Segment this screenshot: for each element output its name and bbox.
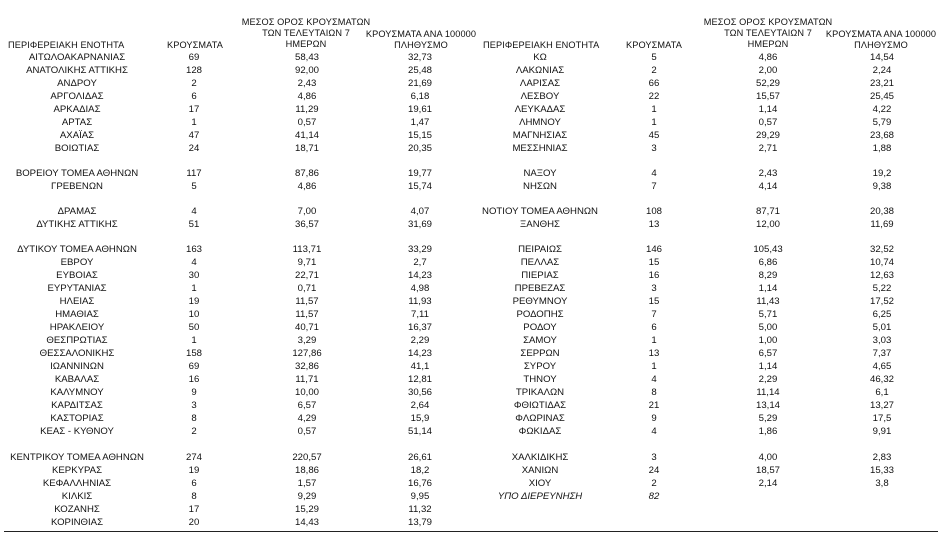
cell-per100k: 5,22 (872, 283, 892, 294)
cell-region: ΚΕΦΑΛΛΗΝΙΑΣ (42, 478, 112, 489)
cell-avg7: 5,00 (758, 322, 778, 333)
cell-avg7: 2,71 (758, 143, 778, 154)
cell-per100k: 4,65 (872, 361, 892, 372)
cell-per100k: 23,21 (869, 78, 895, 89)
cell-per100k: 14,23 (407, 348, 433, 359)
cell-cases: 2 (191, 78, 197, 89)
cell-per100k: 10,74 (869, 257, 895, 268)
cell-per100k: 2,83 (872, 452, 892, 463)
cell-cases: 3 (191, 400, 197, 411)
cell-avg7: 18,71 (294, 143, 320, 154)
cell-avg7: 4,29 (297, 413, 317, 424)
cell-region: ΘΕΣΠΡΩΤΙΑΣ (46, 335, 108, 346)
cell-avg7: 3,29 (297, 335, 317, 346)
cell-region: ΒΟΙΩΤΙΑΣ (54, 143, 100, 154)
header-per100k-left (358, 29, 484, 51)
cell-per100k: 18,2 (410, 465, 430, 476)
cell-cases: 7 (651, 309, 657, 320)
cell-cases: 82 (648, 491, 660, 502)
cell-region: ΡΟΔΟΠΗΣ (516, 309, 564, 320)
cell-region: ΜΑΓΝΗΣΙΑΣ (512, 130, 568, 141)
cell-avg7: 14,43 (294, 517, 320, 528)
cell-cases: 1 (191, 283, 197, 294)
cell-avg7: 87,86 (294, 168, 320, 179)
cell-per100k: 19,61 (407, 104, 433, 115)
cell-cases: 5 (651, 52, 657, 63)
cell-cases: 146 (645, 244, 663, 255)
cell-region: ΝΑΞΟΥ (523, 168, 557, 179)
cell-per100k: 15,74 (407, 181, 433, 192)
cell-per100k: 11,32 (408, 504, 432, 515)
cell-cases: 45 (648, 130, 660, 141)
cell-region: ΛΕΣΒΟΥ (520, 91, 560, 102)
cell-cases: 16 (188, 374, 200, 385)
cell-region: ΣΥΡΟΥ (523, 361, 557, 372)
cell-cases: 128 (185, 65, 203, 76)
cell-avg7: 1,14 (758, 104, 778, 115)
cell-region: ΛΑΡΙΣΑΣ (519, 78, 561, 89)
cell-region: ΚΩ (533, 52, 547, 63)
cell-region: ΠΙΕΡΙΑΣ (521, 270, 559, 281)
cell-per100k: 20,35 (407, 143, 433, 154)
cell-per100k: 3,03 (872, 335, 892, 346)
cell-avg7: 105,43 (753, 244, 783, 255)
cell-avg7: 5,29 (758, 413, 778, 424)
cell-avg7: 10,00 (294, 387, 320, 398)
cell-region: ΣΑΜΟΥ (523, 335, 557, 346)
header-cases-label: ΚΡΟΥΣΜΑΤΑ (167, 40, 223, 50)
header-per100k-line1: ΚΡΟΥΣΜΑΤΑ ΑΝΑ 100000 (825, 29, 937, 39)
cell-cases: 1 (651, 104, 657, 115)
cell-cases: 19 (188, 465, 200, 476)
cell-per100k: 11,69 (870, 219, 894, 230)
cell-per100k: 13,79 (407, 517, 433, 528)
cell-per100k: 19,77 (407, 168, 433, 179)
cell-avg7: 11,57 (295, 309, 319, 320)
cell-region: ΧΙΟΥ (528, 478, 552, 489)
cell-per100k: 6,18 (410, 91, 430, 102)
cell-region: ΝΟΤΙΟΥ ΤΟΜΕΑ ΑΘΗΝΩΝ (482, 206, 598, 217)
cell-avg7: 113,71 (292, 244, 322, 255)
cell-region: ΦΘΙΩΤΙΔΑΣ (513, 400, 567, 411)
cell-cases: 16 (648, 270, 660, 281)
cell-avg7: 0,71 (297, 283, 317, 294)
cell-avg7: 5,71 (758, 309, 778, 320)
cell-region: ΑΡΤΑΣ (61, 117, 93, 128)
cell-region: ΚΟΖΑΝΗΣ (54, 504, 100, 515)
cell-region: ΚΕΝΤΡΙΚΟΥ ΤΟΜΕΑ ΑΘΗΝΩΝ (10, 452, 144, 463)
cell-cases: 17 (188, 104, 200, 115)
cell-cases: 10 (188, 309, 200, 320)
cell-avg7: 22,71 (294, 270, 320, 281)
cell-cases: 24 (188, 143, 200, 154)
header-region-label: ΠΕΡΙΦΕΡΕΙΑΚΗ ΕΝΟΤΗΤΑ (483, 40, 600, 50)
cell-per100k: 4,07 (410, 206, 430, 217)
cell-avg7: 2,29 (758, 374, 778, 385)
cell-cases: 1 (191, 335, 197, 346)
cell-cases: 66 (648, 78, 660, 89)
header-avg7-line3: ΗΜΕΡΩΝ (285, 39, 327, 49)
cell-cases: 51 (188, 219, 200, 230)
cell-per100k: 46,32 (869, 374, 895, 385)
cell-cases: 2 (651, 65, 657, 76)
cell-region: ΚΑΛΥΜΝΟΥ (50, 387, 104, 398)
cell-avg7: 0,57 (297, 426, 317, 437)
header-avg7-left (240, 17, 372, 50)
cell-per100k: 11,93 (408, 296, 432, 307)
header-per100k-line2: ΠΛΗΘΥΣΜΟ (854, 40, 908, 50)
cell-avg7: 41,14 (294, 130, 320, 141)
header-per100k-line2: ΠΛΗΘΥΣΜΟ (394, 40, 448, 50)
cell-region: ΚΙΛΚΙΣ (61, 491, 93, 502)
cell-cases: 4 (651, 168, 657, 179)
header-cases-right (614, 40, 694, 51)
cell-per100k: 31,69 (407, 219, 433, 230)
cell-avg7: 11,29 (295, 104, 319, 115)
cell-cases: 158 (185, 348, 203, 359)
cell-region: ΤΡΙΚΑΛΩΝ (515, 387, 565, 398)
cell-cases: 4 (651, 426, 657, 437)
cell-avg7: 11,71 (295, 374, 319, 385)
cell-cases: 13 (648, 219, 660, 230)
cell-per100k: 19,2 (872, 168, 892, 179)
cell-avg7: 18,86 (294, 465, 320, 476)
cell-avg7: 87,71 (755, 206, 781, 217)
cell-region: ΤΗΝΟΥ (523, 374, 557, 385)
cell-cases: 3 (651, 283, 657, 294)
cell-avg7: 2,14 (758, 478, 778, 489)
cell-per100k: 15,9 (410, 413, 430, 424)
cell-per100k: 3,8 (875, 478, 889, 489)
cell-avg7: 0,57 (297, 117, 317, 128)
cell-per100k: 7,11 (411, 309, 429, 320)
cell-cases: 9 (651, 413, 657, 424)
cell-region: ΑΝΑΤΟΛΙΚΗΣ ΑΤΤΙΚΗΣ (26, 65, 128, 76)
cell-per100k: 2,29 (410, 335, 430, 346)
cell-region: ΡΟΔΟΥ (523, 322, 557, 333)
cell-region: ΔΥΤΙΚΟΥ ΤΟΜΕΑ ΑΘΗΝΩΝ (17, 244, 137, 255)
cell-cases: 13 (648, 348, 660, 359)
cell-region: ΛΑΚΩΝΙΑΣ (515, 65, 565, 76)
cell-per100k: 6,1 (875, 387, 889, 398)
cell-avg7: 15,57 (755, 91, 781, 102)
cell-region: ΕΒΡΟΥ (60, 257, 94, 268)
cell-region: ΕΥΒΟΙΑΣ (56, 270, 98, 281)
cell-per100k: 7,37 (872, 348, 892, 359)
cell-cases: 22 (648, 91, 660, 102)
cell-cases: 17 (188, 504, 200, 515)
cell-avg7: 12,00 (755, 219, 781, 230)
cell-cases: 69 (188, 361, 200, 372)
cell-per100k: 2,64 (410, 400, 430, 411)
cell-avg7: 40,71 (294, 322, 320, 333)
cell-cases: 15 (648, 257, 660, 268)
cell-cases: 2 (191, 426, 197, 437)
cell-region: ΑΧΑΪΑΣ (59, 130, 95, 141)
cell-per100k: 9,38 (872, 181, 892, 192)
cell-per100k: 4,98 (410, 283, 430, 294)
cell-avg7: 4,86 (297, 91, 317, 102)
cell-cases: 274 (185, 452, 203, 463)
cell-cases: 6 (191, 478, 197, 489)
cell-per100k: 30,56 (407, 387, 433, 398)
header-region-left (8, 40, 158, 51)
cell-per100k: 4,22 (872, 104, 892, 115)
cell-avg7: 29,29 (755, 130, 781, 141)
cell-cases: 30 (188, 270, 200, 281)
cell-cases: 163 (185, 244, 203, 255)
cell-per100k: 14,23 (407, 270, 433, 281)
cell-per100k: 15,15 (407, 130, 433, 141)
cell-cases: 9 (191, 387, 197, 398)
cell-per100k: 15,33 (869, 465, 895, 476)
header-per100k-line1: ΚΡΟΥΣΜΑΤΑ ΑΝΑ 100000 (365, 29, 477, 39)
cell-avg7: 127,86 (292, 348, 322, 359)
header-cases-label: ΚΡΟΥΣΜΑΤΑ (626, 40, 682, 50)
cell-per100k: 51,14 (407, 426, 433, 437)
cell-region: ΠΕΛΛΑΣ (520, 257, 560, 268)
cell-avg7: 4,14 (758, 181, 778, 192)
cell-avg7: 9,71 (297, 257, 317, 268)
cell-per100k: 2,7 (413, 257, 427, 268)
cell-avg7: 11,14 (756, 387, 780, 398)
cell-region: ΠΕΙΡΑΙΩΣ (518, 244, 562, 255)
cell-region: ΦΩΚΙΔΑΣ (518, 426, 562, 437)
cell-avg7: 220,57 (292, 452, 322, 463)
cell-cases: 3 (651, 452, 657, 463)
cell-per100k: 1,88 (872, 143, 892, 154)
cell-region: ΦΛΩΡΙΝΑΣ (515, 413, 565, 424)
cell-avg7: 1,57 (297, 478, 317, 489)
cell-region: ΙΩΑΝΝΙΝΩΝ (50, 361, 104, 372)
cell-avg7: 2,43 (758, 168, 778, 179)
cell-avg7: 2,43 (297, 78, 317, 89)
cell-per100k: 5,01 (872, 322, 892, 333)
header-avg7-line2: ΤΩΝ ΤΕΛΕΥΤΑΙΩΝ 7 (262, 28, 350, 38)
cell-region: ΚΟΡΙΝΘΙΑΣ (50, 517, 104, 528)
cell-avg7: 4,86 (758, 52, 778, 63)
cell-avg7: 9,29 (297, 491, 317, 502)
cell-avg7: 18,57 (755, 465, 781, 476)
cell-region: ΜΕΣΣΗΝΙΑΣ (512, 143, 568, 154)
cell-per100k: 16,76 (407, 478, 433, 489)
cell-avg7: 58,43 (294, 52, 320, 63)
header-avg7-line1: ΜΕΣΟΣ ΟΡΟΣ ΚΡΟΥΣΜΑΤΩΝ (703, 17, 833, 27)
header-region-label: ΠΕΡΙΦΕΡΕΙΑΚΗ ΕΝΟΤΗΤΑ (8, 40, 125, 50)
header-cases-left (155, 40, 235, 51)
cell-region: ΝΗΣΩΝ (523, 181, 557, 192)
cell-cases: 3 (651, 143, 657, 154)
cell-cases: 47 (188, 130, 200, 141)
cell-avg7: 1,14 (758, 361, 778, 372)
cell-avg7: 1,14 (758, 283, 778, 294)
header-per100k-right (818, 29, 944, 51)
cell-cases: 21 (648, 400, 660, 411)
cell-avg7: 15,29 (294, 504, 320, 515)
cell-region: ΥΠΟ ΔΙΕΡΕΥΝΗΣΗ (497, 491, 583, 502)
bottom-rule (4, 531, 938, 532)
cell-cases: 117 (186, 168, 202, 179)
cell-per100k: 12,63 (869, 270, 895, 281)
cell-cases: 19 (188, 296, 200, 307)
cell-per100k: 1,47 (410, 117, 430, 128)
cell-region: ΡΕΘΥΜΝΟΥ (512, 296, 568, 307)
cell-avg7: 8,29 (758, 270, 778, 281)
cell-region: ΔΡΑΜΑΣ (57, 206, 97, 217)
cell-region: ΣΕΡΡΩΝ (520, 348, 560, 359)
cell-per100k: 23,68 (869, 130, 895, 141)
cell-avg7: 6,86 (758, 257, 778, 268)
cell-per100k: 16,37 (407, 322, 433, 333)
cell-cases: 1 (191, 117, 197, 128)
cell-avg7: 36,57 (294, 219, 320, 230)
cell-avg7: 32,86 (294, 361, 320, 372)
cell-region: ΛΗΜΝΟΥ (519, 117, 561, 128)
cell-region: ΚΑΡΔΙΤΣΑΣ (51, 400, 103, 411)
cell-region: ΚΕΑΣ - ΚΥΘΝΟΥ (40, 426, 114, 437)
cell-per100k: 26,61 (407, 452, 433, 463)
cell-region: ΑΝΔΡΟΥ (57, 78, 97, 89)
cell-per100k: 32,73 (407, 52, 433, 63)
cell-avg7: 52,29 (755, 78, 781, 89)
cell-cases: 15 (648, 296, 660, 307)
cell-region: ΠΡΕΒΕΖΑΣ (514, 283, 566, 294)
cell-region: ΓΡΕΒΕΝΩΝ (51, 181, 103, 192)
cell-region: ΘΕΣΣΑΛΟΝΙΚΗΣ (39, 348, 115, 359)
cell-cases: 6 (651, 322, 657, 333)
cell-per100k: 14,54 (869, 52, 895, 63)
cell-avg7: 7,00 (297, 206, 317, 217)
cell-cases: 8 (191, 413, 197, 424)
cell-region: ΞΑΝΘΗΣ (520, 219, 560, 230)
cell-cases: 7 (651, 181, 657, 192)
cell-cases: 8 (191, 491, 197, 502)
cell-per100k: 9,95 (410, 491, 430, 502)
cell-cases: 50 (188, 322, 200, 333)
header-avg7-line1: ΜΕΣΟΣ ΟΡΟΣ ΚΡΟΥΣΜΑΤΩΝ (241, 17, 371, 27)
cell-region: ΒΟΡΕΙΟΥ ΤΟΜΕΑ ΑΘΗΝΩΝ (15, 168, 139, 179)
cell-avg7: 4,86 (297, 181, 317, 192)
cell-per100k: 25,45 (869, 91, 895, 102)
cell-avg7: 2,00 (758, 65, 778, 76)
cell-per100k: 32,52 (869, 244, 895, 255)
cell-per100k: 20,38 (869, 206, 895, 217)
header-region-right (483, 40, 633, 51)
cell-region: ΗΡΑΚΛΕΙΟΥ (49, 322, 105, 333)
cell-per100k: 9,91 (872, 426, 892, 437)
cell-cases: 1 (651, 117, 657, 128)
cell-region: ΧΑΝΙΩΝ (521, 465, 559, 476)
cell-cases: 4 (191, 257, 197, 268)
cell-cases: 6 (191, 91, 197, 102)
cell-avg7: 11,43 (756, 296, 780, 307)
cell-avg7: 92,00 (294, 65, 320, 76)
cell-cases: 2 (651, 478, 657, 489)
cell-per100k: 17,52 (869, 296, 895, 307)
cell-cases: 5 (191, 181, 197, 192)
cell-cases: 20 (188, 517, 200, 528)
cell-avg7: 1,00 (758, 335, 778, 346)
cell-region: ΑΡΚΑΔΙΑΣ (53, 104, 101, 115)
cell-avg7: 6,57 (297, 400, 317, 411)
header-avg7-right (702, 17, 834, 50)
cell-region: ΛΕΥΚΑΔΑΣ (514, 104, 566, 115)
cell-avg7: 1,86 (758, 426, 778, 437)
cell-per100k: 21,69 (407, 78, 433, 89)
header-avg7-line2: ΤΩΝ ΤΕΛΕΥΤΑΙΩΝ 7 (724, 28, 812, 38)
cell-region: ΔΥΤΙΚΗΣ ΑΤΤΙΚΗΣ (36, 219, 118, 230)
cell-region: ΗΜΑΘΙΑΣ (55, 309, 99, 320)
cell-per100k: 12,81 (407, 374, 433, 385)
cell-cases: 1 (651, 335, 657, 346)
cell-cases: 1 (651, 361, 657, 372)
cell-region: ΚΕΡΚΥΡΑΣ (51, 465, 103, 476)
cell-region: ΑΡΓΟΛΙΔΑΣ (50, 91, 104, 102)
cell-region: ΑΙΤΩΛΟΑΚΑΡΝΑΝΙΑΣ (28, 52, 126, 63)
cell-per100k: 25,48 (407, 65, 433, 76)
cell-cases: 108 (645, 206, 663, 217)
cell-region: ΚΑΣΤΟΡΙΑΣ (50, 413, 104, 424)
cell-per100k: 13,27 (869, 400, 895, 411)
cell-region: ΗΛΕΙΑΣ (59, 296, 95, 307)
cell-per100k: 6,25 (872, 309, 892, 320)
cell-per100k: 5,79 (872, 117, 892, 128)
cell-cases: 8 (651, 387, 657, 398)
cell-per100k: 41,1 (410, 361, 430, 372)
cell-cases: 4 (191, 206, 197, 217)
cell-per100k: 33,29 (407, 244, 433, 255)
cell-avg7: 11,57 (295, 296, 319, 307)
cell-per100k: 17,5 (872, 413, 892, 424)
cell-avg7: 6,57 (758, 348, 778, 359)
cell-cases: 24 (648, 465, 660, 476)
cell-avg7: 13,14 (755, 400, 781, 411)
cell-avg7: 4,00 (758, 452, 778, 463)
cell-per100k: 2,24 (872, 65, 892, 76)
cell-cases: 4 (651, 374, 657, 385)
cell-avg7: 0,57 (758, 117, 778, 128)
cell-region: ΚΑΒΑΛΑΣ (54, 374, 100, 385)
cell-region: ΕΥΡΥΤΑΝΙΑΣ (47, 283, 107, 294)
header-avg7-line3: ΗΜΕΡΩΝ (747, 39, 789, 49)
cell-region: ΧΑΛΚΙΔΙΚΗΣ (511, 452, 569, 463)
cell-cases: 69 (188, 52, 200, 63)
